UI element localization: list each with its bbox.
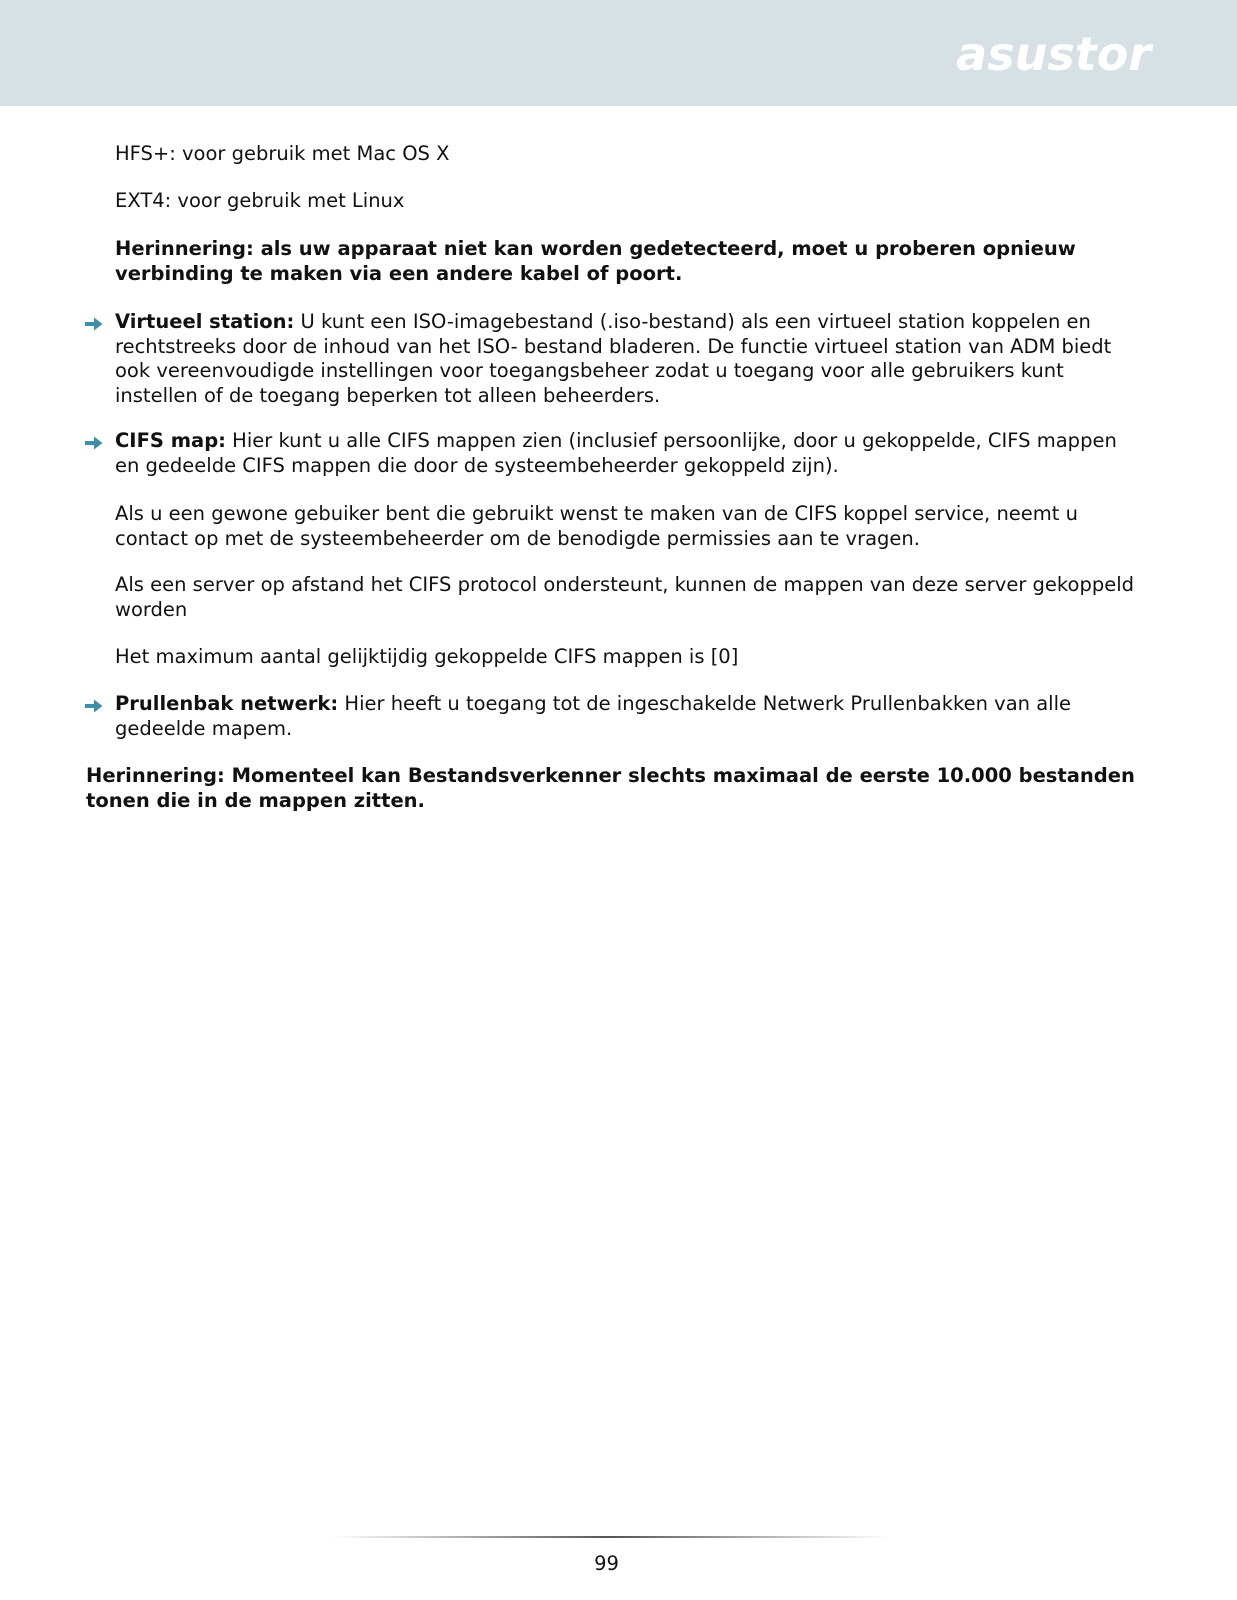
asustor-logo: asustor xyxy=(956,27,1151,81)
footer-divider xyxy=(330,1535,890,1539)
hfs-line: HFS+: voor gebruik met Mac OS X xyxy=(115,142,450,165)
bullet-arrow-icon xyxy=(84,698,104,714)
virtual-station-text: U kunt een ISO-imagebestand (.iso-bestand) als een virtueel station koppelen en rechtstreeks door de inhoud van het ISO- bestand bladeren. De functie virtueel station van ADM biedt ook vereenvoudigde instellingen voor toegangsbeheer zodat u toegang voor alle gebruikers kunt instellen of de toegang beperken tot alleen beheerders. xyxy=(115,310,1112,407)
bullet-arrow-icon xyxy=(84,435,104,451)
cifs-paragraph-server: Als een server op afstand het CIFS protocol ondersteunt, kunnen de mappen van deze server gekoppeld worden xyxy=(115,573,1134,621)
cifs-paragraph-maximum: Het maximum aantal gelijktijdig gekoppelde CIFS mappen is [0] xyxy=(115,645,739,668)
recycle-bin-text: Hier heeft u toegang tot de ingeschakelde Netwerk Prullenbakken van alle gedeelde mapem. xyxy=(115,692,1071,740)
cifs-map-title: CIFS map: xyxy=(115,429,226,452)
virtual-station-item xyxy=(115,310,1145,408)
cifs-map-item xyxy=(115,429,1145,478)
virtual-station-title: Virtueel station: xyxy=(115,310,295,333)
reminder-file-limit: Herinnering: Momenteel kan Bestandsverkenner slechts maximaal de eerste 10.000 bestanden tonen die in de mappen zitten. xyxy=(86,764,1135,812)
recycle-bin-item xyxy=(115,692,1145,741)
ext4-line: EXT4: voor gebruik met Linux xyxy=(115,189,405,212)
cifs-paragraph-permissions: Als u een gewone gebuiker bent die gebruikt wenst te maken van de CIFS koppel service, neemt u contact op met de systeembeheerder om de benodigde permissies aan te vragen. xyxy=(115,502,1079,550)
recycle-bin-title: Prullenbak netwerk: xyxy=(115,692,339,715)
bullet-arrow-icon xyxy=(84,316,104,332)
reminder-device-detect: Herinnering: als uw apparaat niet kan worden gedetecteerd, moet u proberen opnieuw verbinding te maken via een andere kabel of poort. xyxy=(115,237,1076,285)
page-number: 99 xyxy=(594,1552,619,1575)
cifs-map-text: Hier kunt u alle CIFS mappen zien (inclusief persoonlijke, door u gekoppelde, CIFS mappen en gedeelde CIFS mappen die door de systeembeheerder gekoppeld zijn). xyxy=(115,429,1117,477)
page-header xyxy=(0,0,1237,106)
